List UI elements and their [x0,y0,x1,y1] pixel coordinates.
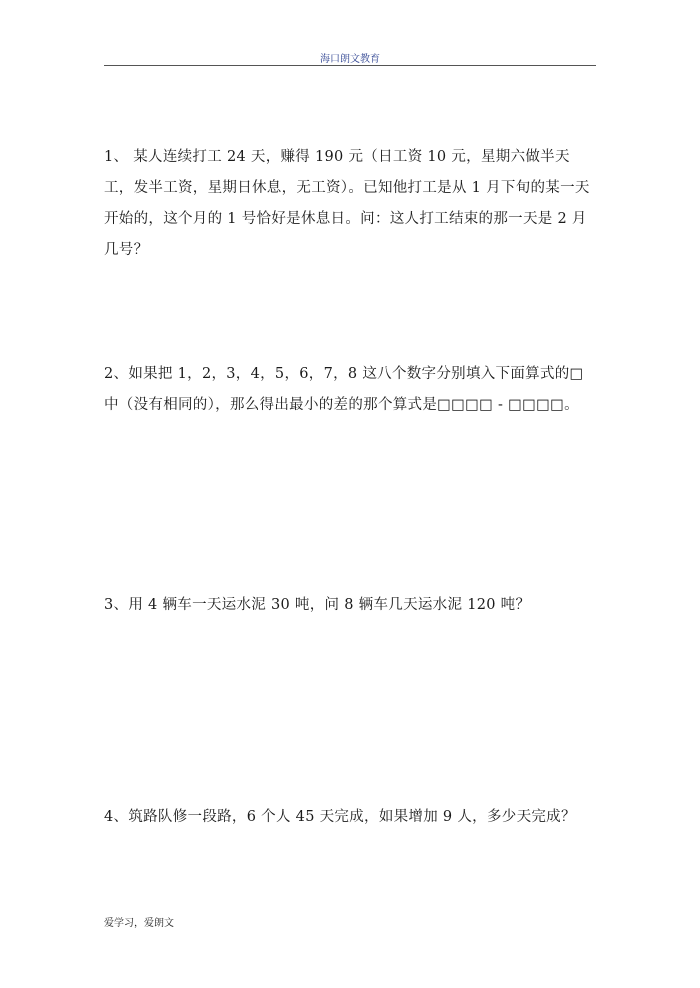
question-3: 3、用 4 辆车一天运水泥 30 吨，问 8 辆车几天运水泥 120 吨？ [104,597,531,613]
page-footer: 爱学习，爱朗文 [104,918,174,929]
page-header-title: 海口朗文教育 [320,54,380,65]
header-divider [104,65,596,66]
question-2: 2、如果把 1，2，3，4，5，6，7，8 这八个数字分别填入下面算式的□中（没有相同的），那么得出最小的差的那个算式是□□□□ - □□□□。 [104,366,584,413]
question-1: 1、 某人连续打工 24 天，赚得 190 元（日工资 10 元，星期六做半天工，发半工资，星期日休息，无工资）。已知他打工是从 1 月下旬的某一天开始的，这个月的 1 号恰好是休息日。问：这人打工结束的那一天是 2 月几号？ [104,149,590,258]
question-4: 4、筑路队修一段路，6 个人 45 天完成，如果增加 9 人，多少天完成？ [104,809,576,825]
